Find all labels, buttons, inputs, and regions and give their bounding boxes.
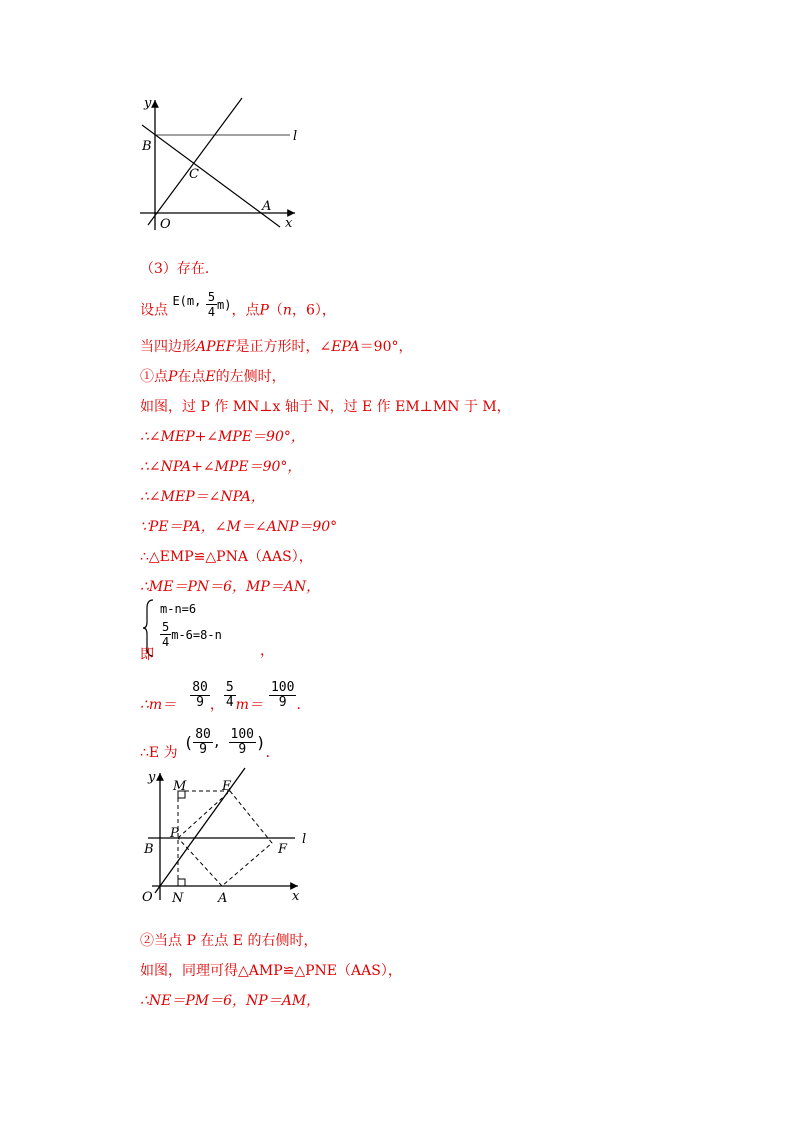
label-l-2: l — [302, 832, 307, 847]
part3-heading: （3）存在． — [140, 261, 219, 277]
ji-label: 即 — [140, 647, 154, 663]
step-5: ∴△EMP≌△PNA（AAS）， — [140, 549, 313, 565]
step-4: ∵PE＝PA，∠M＝∠ANP＝90° — [140, 519, 338, 535]
label-O: O — [160, 217, 171, 232]
E-coord-frac: $\frac{5}{4}$ — [207, 290, 216, 319]
case2-congruence: 如图，同理可得△AMP≌△PNE（AAS）， — [140, 963, 402, 979]
square-condition: 当四边形APEF是正方形时，∠EPA＝90°， — [140, 339, 413, 355]
label-P: P — [170, 826, 179, 841]
system-row-2: $\frac{5}{4}$ m-6=8-n — [162, 620, 222, 649]
step-3: ∴∠MEP＝∠NPA， — [140, 489, 265, 505]
case2-line: ②当点 P 在点 E 的右侧时， — [140, 933, 318, 949]
m-value-line: ∴m＝ $\frac{80}{9}$ ， $\frac{5}{4}$ m＝ $\frac{100}{9}$ ． — [140, 679, 311, 713]
label-F: F — [278, 842, 288, 857]
label-E: E — [222, 779, 232, 794]
label-B-2: B — [144, 842, 154, 857]
right-angle-N — [178, 879, 185, 886]
figure-1 — [130, 90, 310, 240]
line-OE — [155, 768, 245, 893]
case2-result: ∴NE＝PM＝6，NP＝AM， — [140, 993, 321, 1009]
label-l: l — [293, 129, 298, 144]
equation-system — [152, 598, 222, 649]
label-x: x — [285, 216, 293, 231]
step-2: ∴∠NPA+∠MPE＝90°， — [140, 459, 302, 475]
label-C: C — [189, 167, 199, 182]
set-point-line: 设点 E(m, $\frac{5}{4}$ m)，点P（n，6）， — [140, 290, 336, 319]
label-y-2: y — [148, 770, 156, 785]
case1-line: ①点P在点E的左侧时， — [140, 369, 286, 385]
label-O-2: O — [142, 890, 153, 905]
label-A-2: A — [218, 891, 228, 906]
system-row-1: m-n=6 — [160, 602, 197, 616]
label-A: A — [262, 199, 272, 214]
label-y: y — [144, 96, 152, 111]
E-coord-open: E(m, — [172, 293, 202, 308]
label-B: B — [142, 139, 152, 154]
construct-line: 如图，过 P 作 MN⊥x 轴于 N，过 E 作 EM⊥MN 于 M， — [140, 399, 511, 415]
ji-end: ， — [260, 643, 274, 659]
label-M: M — [173, 779, 187, 794]
label-N: N — [172, 891, 184, 906]
step-6: ∴ME＝PN＝6，MP＝AN， — [140, 579, 321, 595]
E-value-line: ∴E 为 ( $\frac{80}{9}$ , $\frac{100}{9}$ ) ． — [140, 726, 280, 761]
figure-2 — [130, 765, 315, 910]
label-x-2: x — [292, 889, 300, 904]
step-1: ∴∠MEP+∠MPE＝90°， — [140, 429, 305, 445]
line-OC — [148, 98, 242, 225]
